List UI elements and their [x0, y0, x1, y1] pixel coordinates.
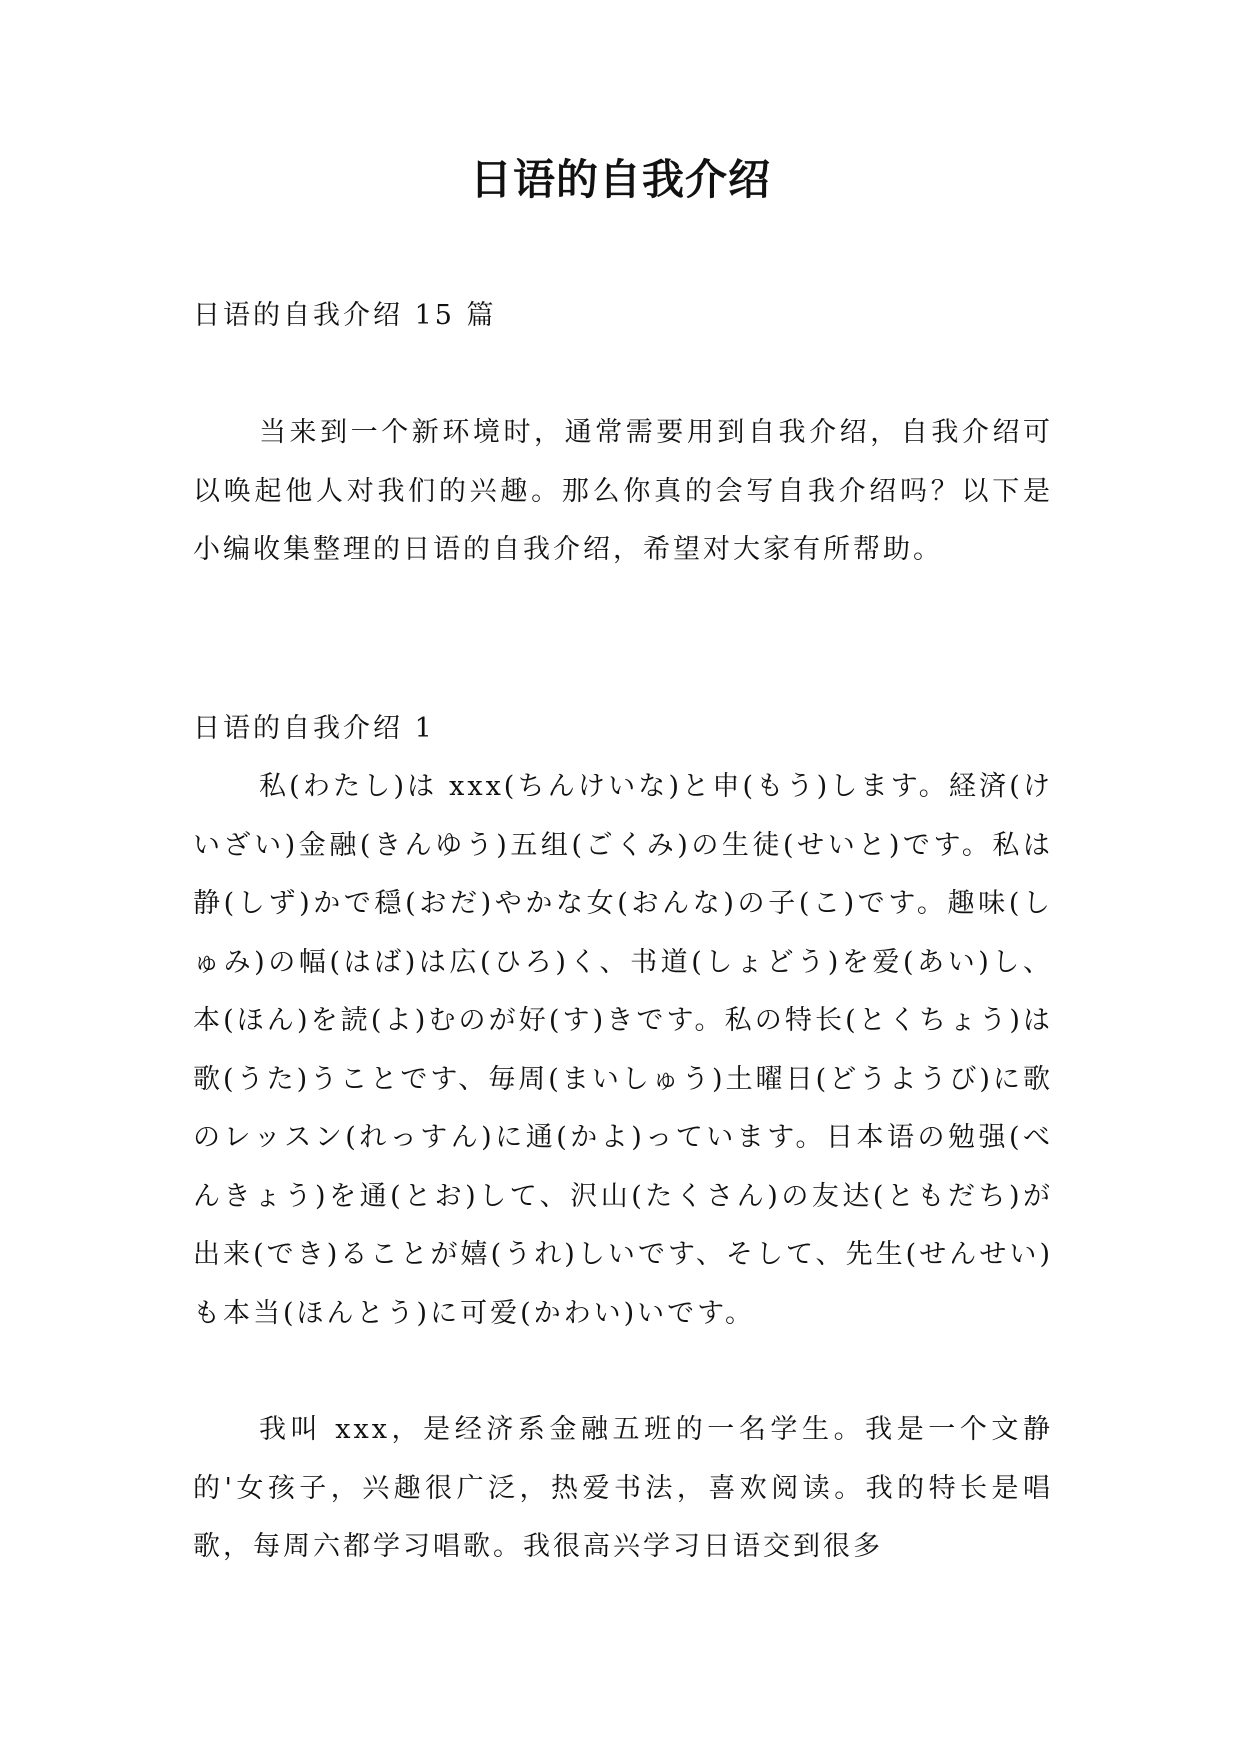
japanese-paragraph: 私(わたし)は xxx(ちんけいな)と申(もう)します。経済(けいざい)金融(きんゆう)五组(ごくみ)の生徒(せいと)です。私は静(しず)かで穏(おだ)やかな女(おんな)の子(こ)です。趣味(しゅみ)の幅(はば)は広(ひろ)く、书道(しょどう)を爱(あい)し、本(ほん)を読(よ)むのが好(す)きです。私の特长(とくちょう)は歌(うた)うことです、毎周(まいしゅう)土曜日(どうようび)に歌のレッスン(れっすん)に通(かよ)っています。日本语の勉强(べんきょう)を通(とお)して、沢山(たくさん)の友达(ともだち)が出来(でき)ることが嬉(うれ)しいです、そして、先生(せんせい)も本当(ほんとう)に可爱(かわい)いです。: [193, 771, 1053, 1329]
document-title: 日语的自我介绍: [469, 155, 771, 204]
intro-paragraph: 当来到一个新环境时，通常需要用到自我介绍，自我介绍可以唤起他人对我们的兴趣。那么你真的会写自我介绍吗？以下是小编收集整理的日语的自我介绍，希望对大家有所帮助。: [193, 417, 1053, 565]
chinese-paragraph: 我叫 xxx，是经济系金融五班的一名学生。我是一个文静的'女孩子，兴趣很广泛，热爱书法，喜欢阅读。我的特长是唱歌，每周六都学习唱歌。我很高兴学习日语交到很多: [193, 1414, 1053, 1562]
section-heading-1: 日语的自我介绍 1: [193, 713, 435, 744]
document-subtitle: 日语的自我介绍 15 篇: [193, 300, 497, 331]
